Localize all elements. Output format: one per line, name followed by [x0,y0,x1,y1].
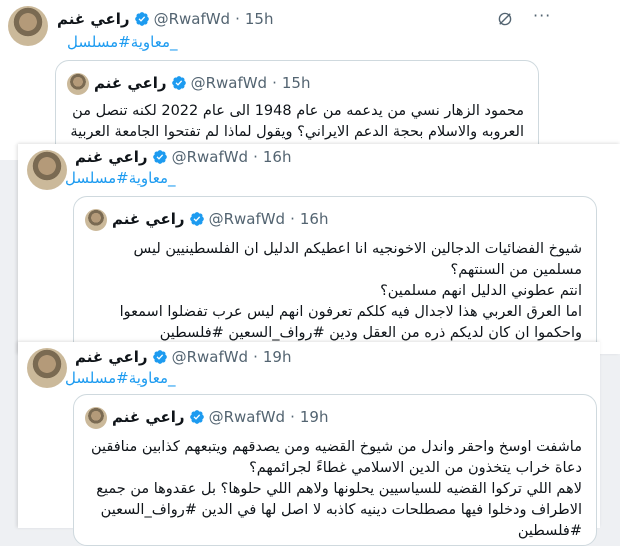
author-handle[interactable]: @RwafWd [153,10,231,28]
quote-avatar[interactable] [85,407,107,429]
separator-dot: · [272,74,277,92]
quote-header [112,209,328,229]
verified-badge-icon [152,149,168,165]
author-name[interactable]: راعي غنم [75,348,148,366]
separator-dot: · [253,348,258,366]
verified-badge-icon [189,409,205,425]
quote-timestamp[interactable]: 19h [299,408,329,426]
tweet-card-3[interactable] [18,342,600,539]
quote-header [112,407,328,427]
verified-badge-icon [171,75,187,91]
quote-author-name[interactable]: راعي غنم [112,408,185,426]
author-handle[interactable]: @RwafWd [171,148,249,166]
verified-badge-icon [189,211,205,227]
hashtag-link[interactable]: معاوية#مسلسل_ [65,369,176,387]
quoted-tweet[interactable] [73,394,597,546]
timestamp[interactable]: 19h [262,348,292,366]
quote-avatar[interactable] [85,209,107,231]
hashtag-link[interactable]: معاوية#مسلسل_ [65,169,176,187]
separator-dot: · [290,408,295,426]
tweet-header [75,347,291,367]
timestamp[interactable]: 15h [244,10,274,28]
quote-author-handle[interactable]: @RwafWd [208,210,286,228]
author-name[interactable]: راعي غنم [57,10,130,28]
quote-text: شيوخ الفضائيات الدجالين الاخونجيه انا اعطيكم الدليل ان الفلسطينيين ليس مسلمين من السنتهم؟ انتم عطوني الدليل انهم مسلمين؟ اما العرق العربي هذا لاجدال فيه كلكم تعرفون انهم ليس عرب تفضلوا اسمعوا واحكموا ان كان لديكم ذره من العقل ودين #رواف_السعين #فلسطين [119,241,582,341]
quote-text: محمود الزهار نسي من يدعمه من عام 1948 الى عام 2022 لكنه تنصل من العروبه والاسلام بحجة الدعم الايراني؟ ويقول لماذا لم تفتحوا الجامعة العربية [70,103,524,140]
quote-timestamp[interactable]: 16h [299,210,329,228]
separator-dot: · [253,148,258,166]
grok-icon[interactable] [496,10,514,28]
quote-author-handle[interactable]: @RwafWd [190,74,268,92]
author-name[interactable]: راعي غنم [75,148,148,166]
timestamp[interactable]: 16h [262,148,292,166]
quote-author-name[interactable]: راعي غنم [94,74,167,92]
quote-author-name[interactable]: راعي غنم [112,210,185,228]
quote-avatar[interactable] [67,73,89,95]
avatar[interactable] [27,348,67,388]
avatar[interactable] [27,150,67,190]
quote-text: ماشفت اوسخ واحقر واندل من شيوخ القضيه ومن يصدقهم ويتبعهم كذابين منافقين دعاة خراب يتخذون من الدين الاسلامي غطاءً لجرائمهم؟ لاهم اللي تركوا القضيه للسياسيين يحلونها ولاهم اللي حلوها؟ بل عقدوها من جميع الاطراف ودخلوا فيها مصطلحات دينيه كاذبه لا اصل لها في الدين #رواف_السعين #فلسطين [90,439,582,539]
quote-author-handle[interactable]: @RwafWd [208,408,286,426]
avatar[interactable] [8,6,48,46]
author-handle[interactable]: @RwafWd [171,348,249,366]
tweet-card-2[interactable] [18,144,620,354]
tweet-header [75,147,291,167]
tweet-header [57,9,273,29]
verified-badge-icon [134,11,150,27]
separator-dot: · [290,210,295,228]
quote-timestamp[interactable]: 15h [281,74,311,92]
more-options-icon[interactable]: ··· [533,6,552,25]
verified-badge-icon [152,349,168,365]
quoted-tweet[interactable] [73,196,597,356]
quote-header [94,73,310,93]
hashtag-link[interactable]: معاوية#مسلسل_ [67,33,178,51]
separator-dot: · [235,10,240,28]
tweet-card-1[interactable] [0,0,620,160]
